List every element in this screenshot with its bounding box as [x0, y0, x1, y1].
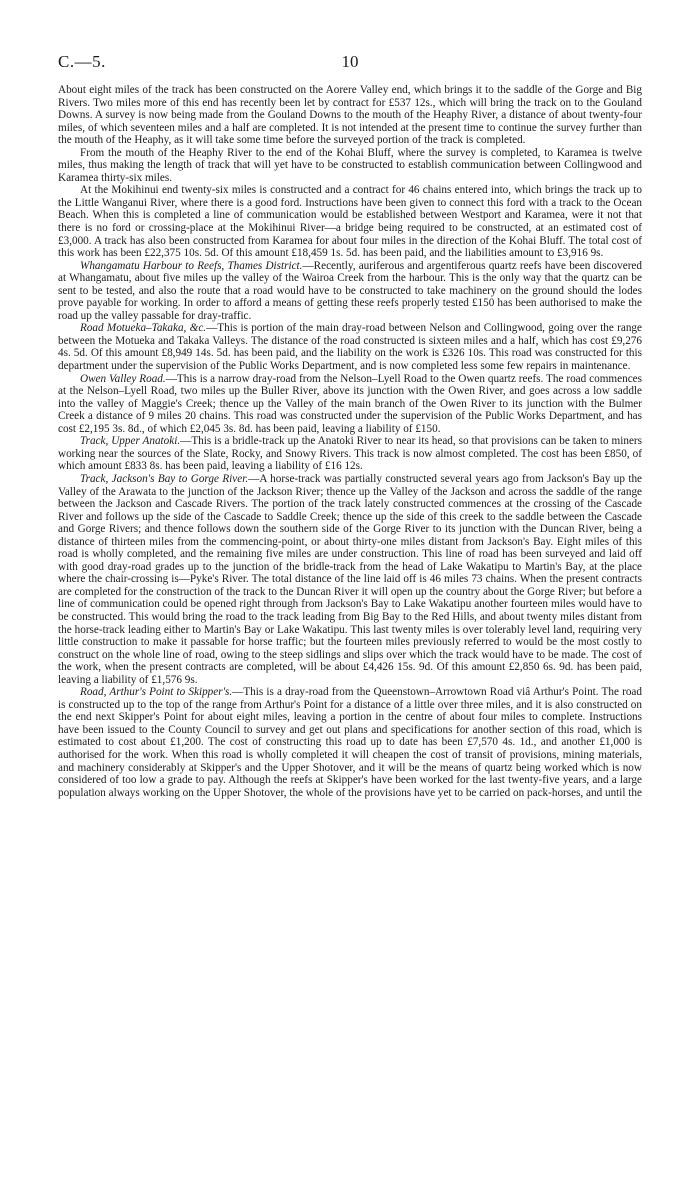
- paragraph-text: About eight miles of the track has been constructed on the Aorere Valley end, which brings it to the saddle of the Gorge and Big Rivers. Two miles more of this end has recently been let by contract for £537 12s., which will bring the track on to the Gouland Downs. A survey is now being made from the Gouland Downs to the mouth of the Heaphy River, a distance of about twenty-four miles, of which seventeen miles and a half are completed. It is not intended at the present time to continue the survey further than the mouth of the Heaphy, as it will take some time before the surveyed portion of the track is completed.: [58, 84, 642, 147]
- paragraph-motueka-takaka: [58, 322, 642, 372]
- paragraph-heaphy-river: [58, 147, 642, 185]
- paragraph-heading: Track, Upper Anatoki.: [80, 435, 181, 448]
- paragraph-text: —A horse-track was partially constructed several years ago from Jackson's Bay up the Valley of the Arawata to the junction of the Jackson River; thence up the Valley of the Jackson and across the saddle of the range between the Jackson and Cascade Rivers. The portion of the track lately constructed commences at the crossing of the Cascade River and follows up the side of the Cascade to Saddle Creek; thence up the side of this creek to the saddle between the Cascade and Gorge Rivers; and thence follows down the southern side of the Gorge River to its junction with the Duncan River, being a distance of thirteen miles from the commencing-point, or about thirty-one miles distant from Jackson's Bay. Eight miles of this road is wholly completed, and the remaining five miles are under construction. This line of road has been surveyed and laid off with good dray-road grades up to the junction of the bridle-track from the head of Lake Wakatipu to Martin's Bay, at the place where the chair-crossing is—Pyke's River. The total distance of the line laid off is 46 miles 73 chains. When the present contracts are completed for the construction of the track to the Duncan River it will open up the country about the Gorge River; but before a line of communication could be opened right through from Jackson's Bay to Lake Wakatipu another fourteen miles would have to be constructed. This would bring the road to the track leading from Big Bay to the Red Hills, and about twenty miles distant from the horse-track leading either to Martin's Bay or Lake Wakatipu. This last twenty miles is over tolerably level land, requiring very little construction to make it passable for horse traffic; but the fourteen miles previously referred to would be the most costly to construct on the whole line of road, owing to the steep sidlings and slips over which the track would have to be made. The cost of the work, when the present contracts are completed, will be about £4,426 15s. 9d. Of this amount £2,850 6s. 9d. has been paid, leaving a liability of £1,576 9s.: [58, 472, 643, 686]
- page-number: 10: [341, 52, 359, 71]
- paragraph-jacksons-bay: [58, 473, 642, 686]
- paragraph-text: —Recently, auriferous and argentiferous quartz reefs have been discovered at Whangamatu, about five miles up the valley of the Wairoa Creek from the harbour. This is the only way that the quartz can be sent to be tested, and also the route that a road would have to be constructed to take machinery on the ground should the lodes prove payable for working. In order to afford a means of getting these reefs properly tested £150 has been authorised to make the road up the valley passable for dray-traffic.: [58, 259, 642, 322]
- paragraph-heading: Owen Valley Road.: [80, 372, 166, 385]
- paragraph-arthurs-point: [58, 686, 642, 799]
- paragraph-text: —This is portion of the main dray-road between Nelson and Collingwood, going over the range between the Motueka and Takaka Valleys. The distance of the road constructed is sixteen miles and a half, which has cost £9,276 4s. 5d. Of this amount £8,949 14s. 5d. has been paid, and the liability on the work is £326 10s. This road was constructed for this department under the supervision of the Public Works Department, and is now completed less some few repairs in maintenance.: [58, 322, 642, 373]
- paragraph-heading: Track, Jackson's Bay to Gorge River.: [80, 472, 249, 485]
- paragraph-aorere-valley: [58, 84, 642, 147]
- paragraph-text: —This is a bridle-track up the Anatoki River to near its head, so that provisions can be taken to miners working near the sources of the Slate, Rocky, and Snowy Rivers. This track is now almost completed. The cost has been £850, of which amount £833 8s. has been paid, leaving a liability of £16 12s.: [58, 435, 642, 473]
- paragraph-text: —This is a dray-road from the Queenstown–Arrowtown Road viâ Arthur's Point. The road is constructed up to the top of the range from Arthur's Point for a distance of a little over three miles, and it is also constructed on the end next Skipper's Point for about eight miles, leaving a portion in the centre of about four miles to complete. Instructions have been issued to the County Council to survey and get out plans and specifications for another section of this road, which is estimated to cost about £1,200. The cost of constructing this road up to date has been £7,570 4s. 1d., and another £1,000 is authorised for the work. When this road is wholly completed it will cheapen the cost of transit of provisions, mining materials, and machinery considerably at Skipper's and the Upper Shotover, and it will be the means of quartz being worked which is now considered of too low a grade to pay. Although the reefs at Skipper's have been worked for the last twenty-five years, and a large population always working on the Upper Shotover, the whole of the provisions have yet to be carried on pack-horses, and until the: [58, 686, 642, 799]
- paragraph-heading: Whangamatu Harbour to Reefs, Thames District.: [80, 259, 303, 272]
- paragraph-owen-valley: [58, 373, 642, 436]
- paragraph-whangamatu: [58, 260, 642, 323]
- paragraph-mokihinui: [58, 184, 642, 259]
- document-reference: C.—5.: [58, 52, 106, 71]
- document-body: [58, 84, 642, 799]
- paragraph-text: —This is a narrow dray-road from the Nelson–Lyell Road to the Owen quartz reefs. The road commences at the Nelson–Lyell Road, two miles up the Buller River, above its junction with the Owen River, and goes across a low saddle into the valley of Maggie's Creek; thence up the Valley of the main branch of the Owen River to its junction with the Bulmer Creek a distance of 9 miles 20 chains. This road was constructed under the supervision of the Public Works Department, and has cost £2,195 3s. 8d., of which £2,045 3s. 8d. has been paid, leaving a liability of £150.: [58, 372, 642, 435]
- paragraph-heading: Road Motueka–Takaka, &c.: [80, 322, 207, 335]
- page-header: [58, 52, 642, 80]
- paragraph-upper-anatoki: [58, 435, 642, 473]
- paragraph-heading: Road, Arthur's Point to Skipper's.: [80, 686, 233, 699]
- paragraph-text: From the mouth of the Heaphy River to the end of the Kohai Bluff, where the survey is completed, to Karamea is twelve miles, thus making the length of track that will yet have to be constructed to establish communication between Collingwood and Karamea thirty-six miles.: [58, 146, 642, 184]
- paragraph-text: At the Mokihinui end twenty-six miles is constructed and a contract for 46 chains entered into, which brings the track up to the Little Wanganui River, where there is a good ford. Instructions have been given to connect this ford with a track to the Ocean Beach. When this is completed a line of communication would be established between Westport and Karamea, were it not that there is no ford or crossing-place at the Mokihinui River—a bridge being required to be constructed, at an estimated cost of £3,000. A track has also been constructed from Karamea for about four miles in the direction of the Kohai Bluff. The total cost of this work has been £22,375 10s. 5d. Of this amount £18,459 1s. 5d. has been paid, and the liabilities amount to £3,916 9s.: [58, 184, 642, 260]
